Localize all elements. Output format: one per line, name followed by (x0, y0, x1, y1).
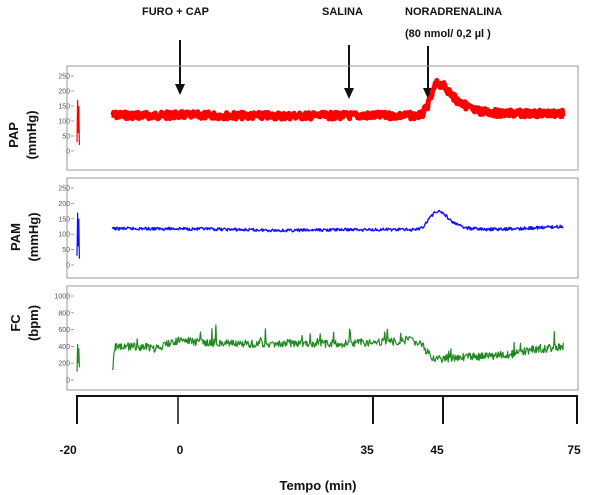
y-tick-label: 100 (58, 118, 70, 126)
y-tick-label: 200 (58, 88, 70, 96)
y-tick-label: 250 (58, 73, 70, 81)
panel-pam-yticks (58, 186, 74, 270)
x-tick-label: -20 (59, 443, 77, 457)
y-tick-label: 400 (58, 343, 70, 351)
svg-text:(mmHg): (mmHg) (24, 110, 39, 160)
svg-text:(bpm): (bpm) (26, 304, 41, 342)
x-axis-label: Tempo (min) (279, 478, 357, 493)
series-initial-transient-pam (77, 213, 79, 259)
time-axis (76, 396, 578, 424)
arrow-salina (344, 45, 354, 99)
x-tick-label: 35 (360, 443, 374, 457)
y-tick-label: 0 (66, 148, 70, 156)
y-tick-label: 150 (58, 103, 70, 111)
series-initial-transient-pap (77, 100, 79, 145)
y-tick-label: 250 (58, 185, 70, 193)
y-tick-label: 50 (62, 133, 70, 141)
y-tick-label: 150 (58, 216, 70, 224)
series-line-fc (112, 325, 563, 370)
x-tick-label: 45 (430, 443, 444, 457)
y-tick-label: 600 (58, 327, 70, 335)
x-tick-label: 0 (176, 443, 184, 457)
y-tick-label: 0 (66, 262, 70, 270)
series-line-pam (112, 211, 563, 232)
y-tick-label: 50 (62, 247, 70, 255)
series-initial-transient-fc (77, 344, 79, 372)
annotation-furo-cap: FURO + CAP (142, 6, 209, 18)
y-tick-label: 100 (58, 231, 70, 239)
y-tick-label: 0 (66, 377, 70, 385)
ylabel-fc (8, 305, 41, 341)
svg-text:PAM: PAM (8, 223, 23, 251)
x-tick-label: 75 (567, 443, 581, 457)
y-tick-label: 200 (58, 360, 70, 368)
ylabel-pam (8, 212, 41, 261)
y-tick-label: 800 (58, 310, 70, 318)
panel-pap-yticks (58, 74, 74, 156)
y-tick-label: 200 (58, 200, 70, 208)
panel-fc-yticks (54, 294, 74, 385)
ylabel-pap (6, 110, 39, 159)
panel-fc-frame (67, 286, 578, 390)
annotation-noradrenalina: NORADRENALINA (405, 6, 503, 18)
annotation-salina: SALINA (322, 6, 363, 18)
annotation-noradrenalina-dose: (80 nmol/ 0,2 µl ) (405, 28, 491, 40)
svg-text:FC: FC (8, 314, 23, 332)
svg-text:PAP: PAP (6, 122, 21, 148)
traces (77, 80, 563, 371)
y-tick-label: 1000 (54, 293, 70, 301)
arrow-furo-cap (175, 40, 185, 95)
svg-text:(mmHg): (mmHg) (26, 212, 41, 262)
